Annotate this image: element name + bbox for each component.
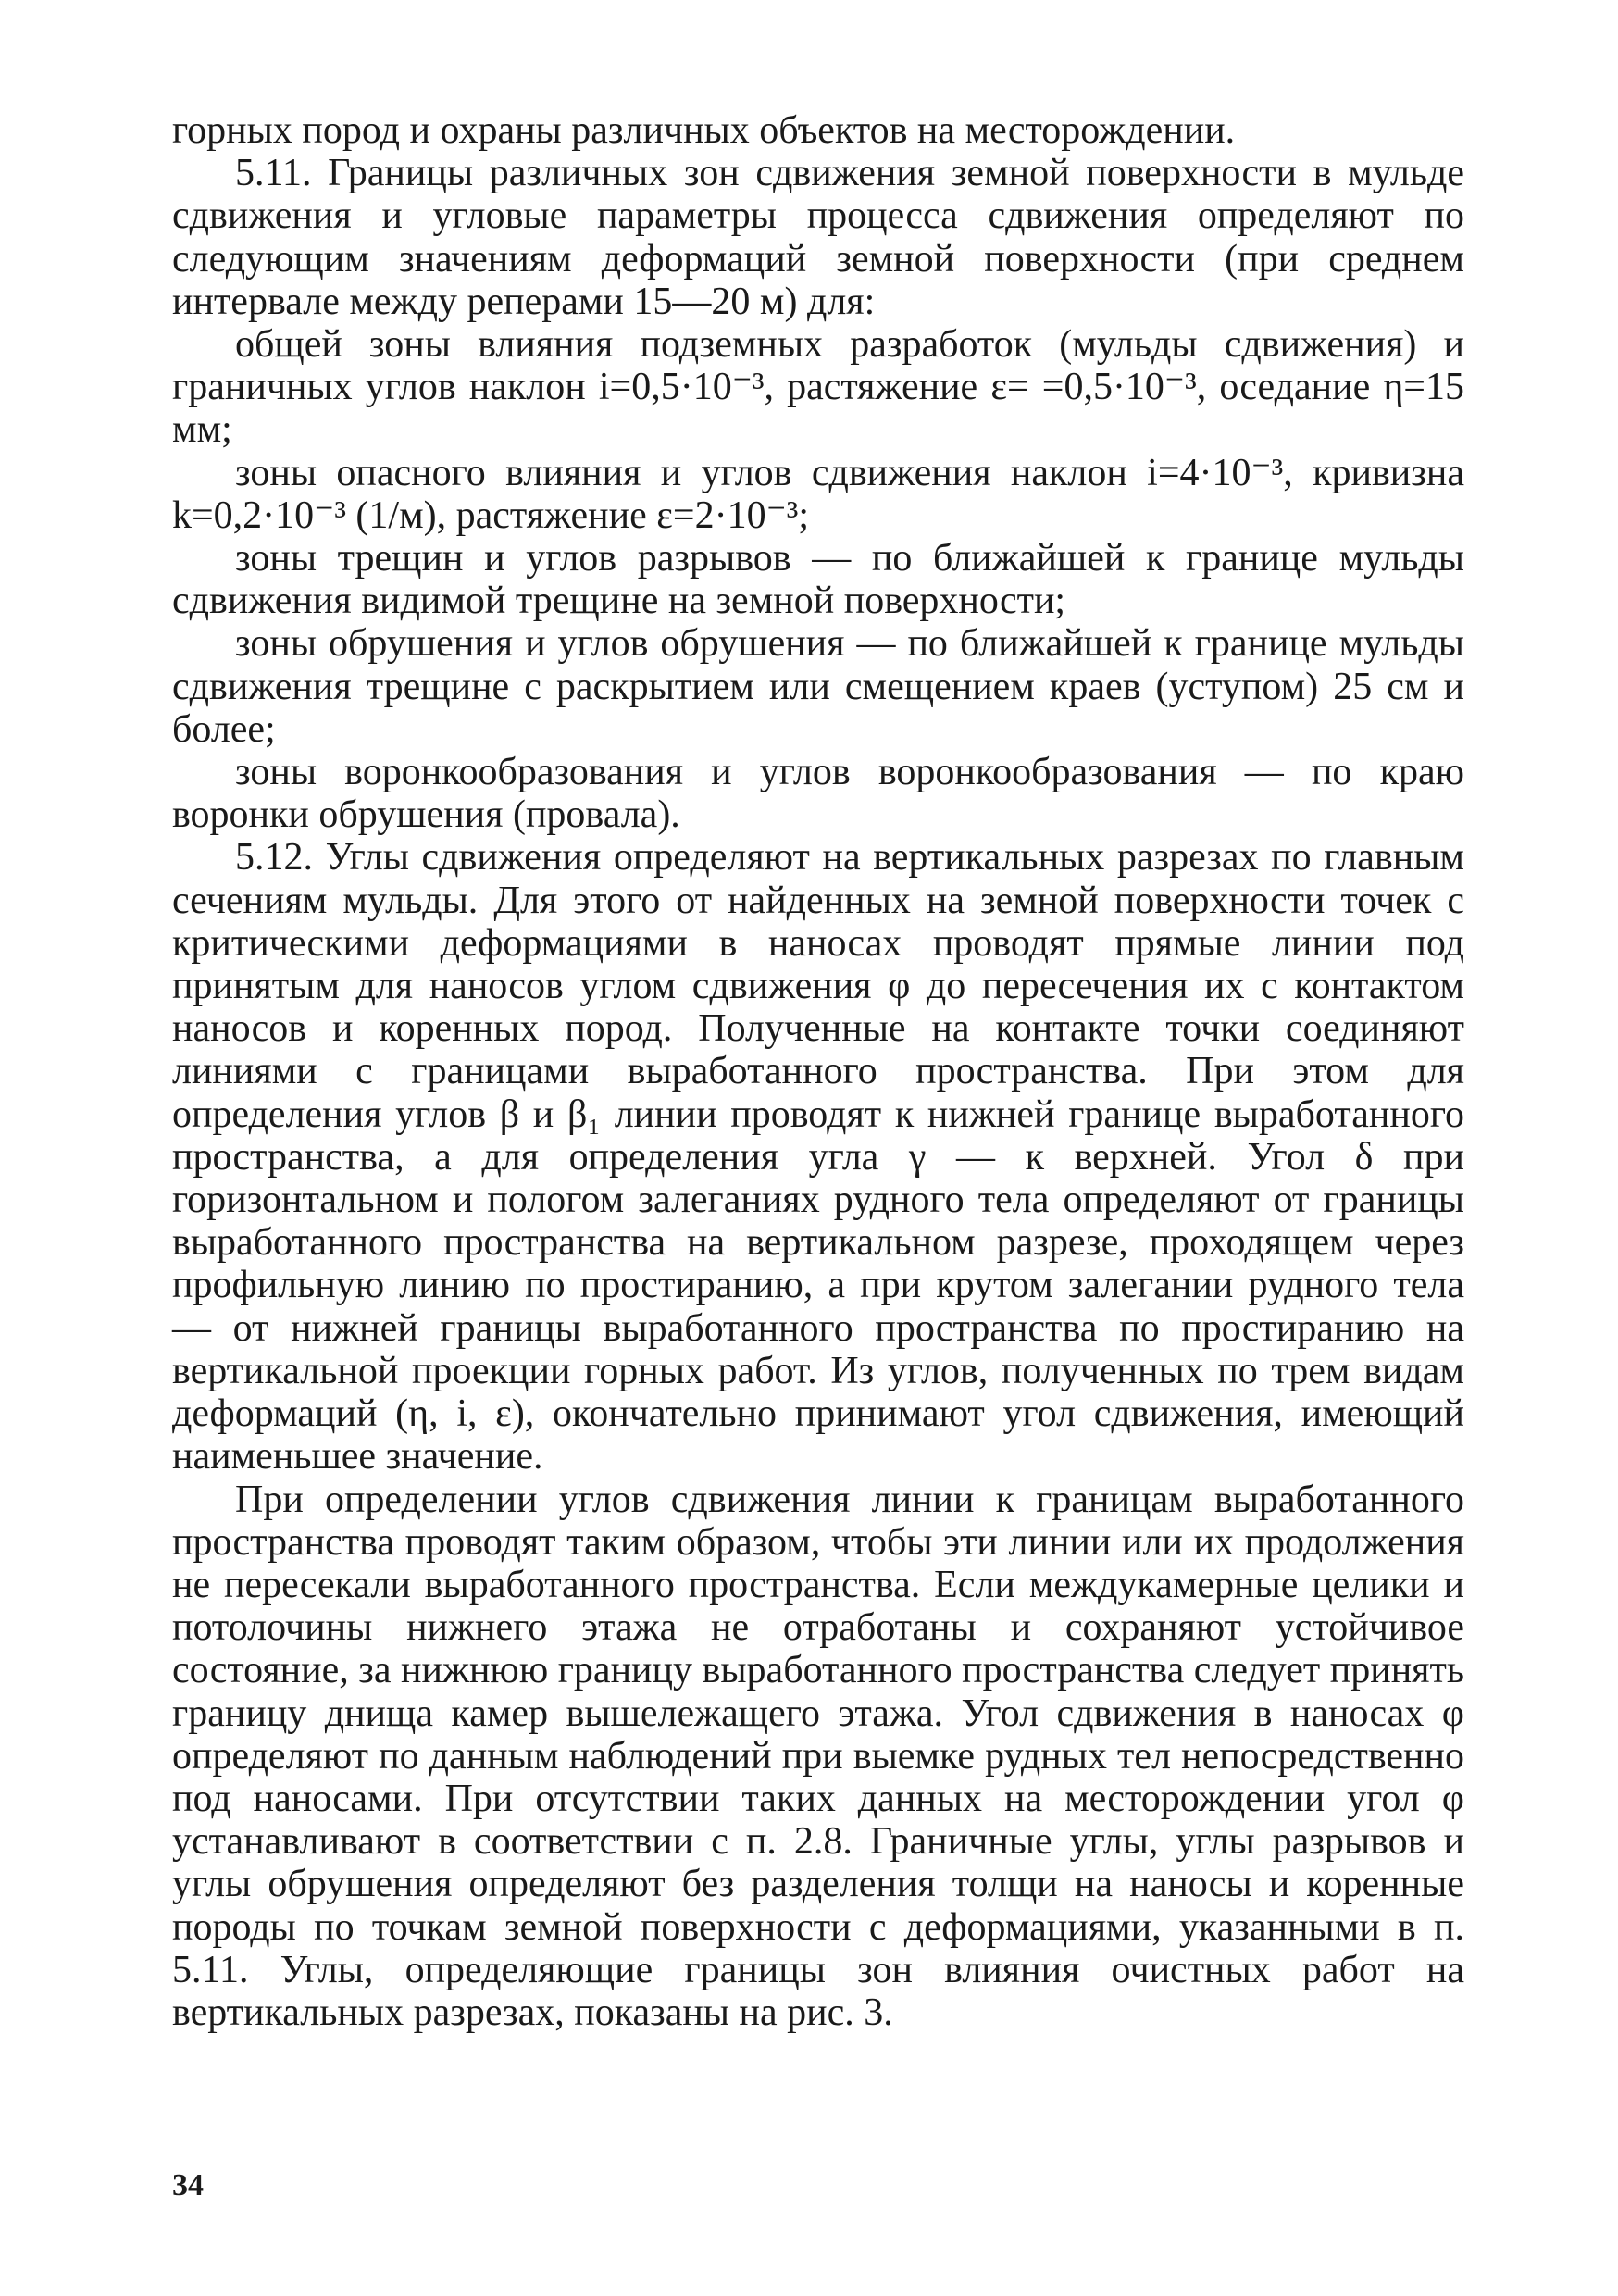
paragraph-angle-definition: При определении углов сдвижения линии к границам выработанного пространства проводят таким образом, чтобы эти линии или их продолжения не пересекали выработанного пространства. Если междукамерные целики и потолочины нижнего этажа не отработаны и сохраняют устойчивое состояние, за нижнюю границу выработанного пространства следует принять границу днища камер вышележащего этажа. Угол сдвижения в наносах φ определяют по данным наблюдений при выемке рудных тел непосредственно под наносами. При отсутствии таких данных на месторождении угол φ устанавливают в соответствии с п. 2.8. Граничные углы, углы разрывов и углы обрушения определяют без разделения толщи на наносы и коренные породы по точкам земной поверхности с деформациями, указанными в п. 5.11. Углы, определяющие границы зон влияния очистных работ на вертикальных разрезах, показаны на рис. 3. (172, 1478, 1464, 2034)
paragraph-funnel-zone: зоны воронкообразования и углов воронкообразования — по краю воронки обрушения (провала). (172, 751, 1464, 837)
paragraph-danger-zone: зоны опасного влияния и углов сдвижения наклон i=4·10⁻³, кривизна k=0,2·10⁻³ (1/м), растяжение ε=2·10⁻³; (172, 451, 1464, 537)
paragraph-5-11: 5.11. Границы различных зон сдвижения земной поверхности в мульде сдвижения и угловые параметры процесса сдвижения определяют по следующим значениям деформаций земной поверхности (при среднем интервале между реперами 15—20 м) для: (172, 152, 1464, 323)
paragraph-collapse-zone: зоны обрушения и углов обрушения — по ближайшей к границе мульды сдвижения трещине с раскрытием или смещением краев (уступом) 25 см и более; (172, 622, 1464, 751)
paragraph-general-zone: общей зоны влияния подземных разработок (мульды сдвижения) и граничных углов наклон i=0,5·10⁻³, растяжение ε= =0,5·10⁻³, оседание η=15 мм; (172, 323, 1464, 452)
paragraph-crack-zone: зоны трещин и углов разрывов — по ближайшей к границе мульды сдвижения видимой трещине на земной поверхности; (172, 537, 1464, 623)
page-number: 34 (172, 2168, 204, 2202)
paragraph-5-12: 5.12. Углы сдвижения определяют на вертикальных разрезах по главным сечениям мульды. Для этого от найденных на земной поверхности точек с критическими деформациями в наносах проводят прямые линии под принятым для наносов углом сдвижения φ до пересечения их с контактом наносов и коренных пород. Полученные на контакте точки соединяют линиями с границами выработанного пространства. При этом для определения углов β и β₁ линии проводят к нижней границе выработанного пространства, а для определения угла γ — к верхней. Угол δ при горизонтальном и пологом залеганиях рудного тела определяют от границы выработанного пространства на вертикальном разрезе, проходящем через профильную линию по простиранию, а при крутом залегании рудного тела — от нижней границы выработанного пространства по простиранию на вертикальной проекции горных работ. Из углов, полученных по трем видам деформаций (η, i, ε), окончательно принимают угол сдвижения, имеющий наименьшее значение. (172, 836, 1464, 1479)
paragraph-continuation: горных пород и охраны различных объектов на месторождении. (172, 109, 1236, 152)
body-text (172, 109, 1464, 2034)
